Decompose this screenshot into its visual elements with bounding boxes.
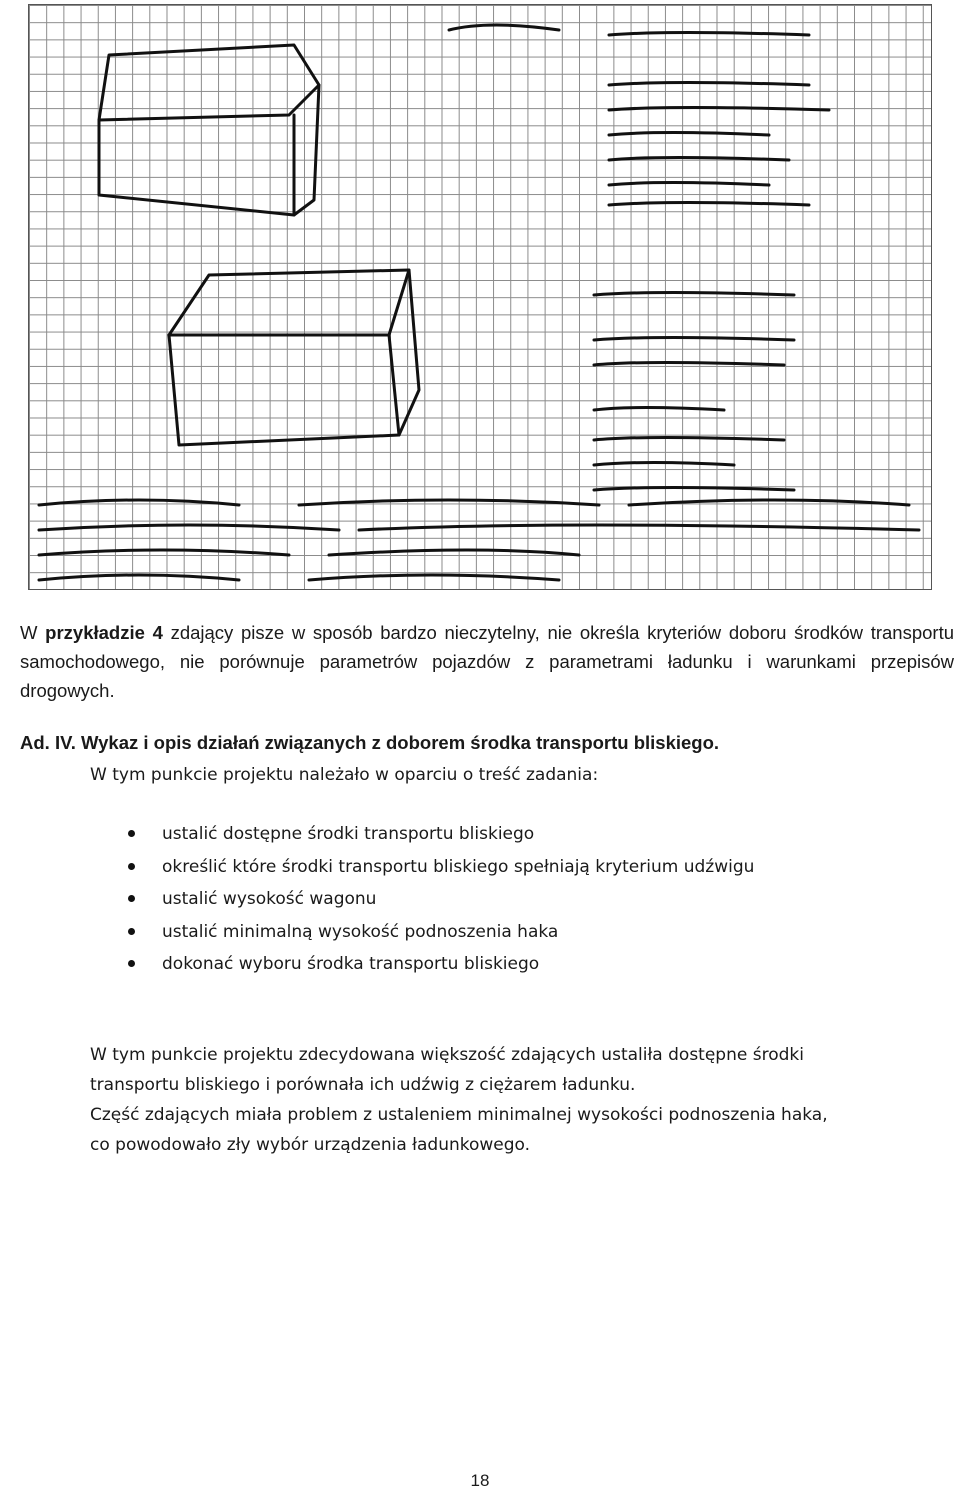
list-item-text: określić które środki transportu bliskiego spełniają kryterium udźwigu: [162, 856, 755, 877]
bullet-icon: [128, 863, 135, 870]
bullet-icon: [128, 830, 135, 837]
list-item: [128, 887, 754, 920]
bullet-icon: [128, 960, 135, 967]
page-number: 18: [470, 1471, 490, 1490]
intro-paragraph: [20, 618, 954, 705]
lead-sentence: W tym punkcie projektu należało w oparciu o treść zadania:: [90, 765, 599, 785]
list-item: [128, 952, 754, 985]
intro-bold: przykładzie 4: [45, 622, 163, 643]
list-item: [128, 822, 754, 855]
summary-paragraph: [90, 1040, 958, 1160]
summary-line-2: transportu bliskiego i porównała ich udźwig z ciężarem ładunku.: [90, 1075, 636, 1095]
handwritten-scan: [28, 4, 932, 590]
list-item-text: dokonać wyboru środka transportu bliskiego: [162, 954, 540, 974]
summary-line-4: co powodowało zły wybór urządzenia ładunkowego.: [90, 1135, 531, 1155]
scribble-values-pc2: [609, 33, 829, 206]
summary-line-3: Część zdających miała problem z ustaleniem minimalnej wysokości podnoszenia haka,: [90, 1105, 828, 1125]
list-item-text: ustalić wysokość wagonu: [162, 889, 377, 909]
box-pc2-top-edge: [99, 85, 319, 120]
scribble-values-pc3: [594, 293, 794, 491]
scribble-footer-lines: [39, 500, 919, 580]
list-item: [128, 920, 754, 953]
intro-rest: zdający pisze w sposób bardzo nieczytelny, nie określa kryteriów doboru środków transportu samochodowego, nie porównuje parametrów pojazdów z parametrami ładunku i warunkami przepisów drogowych.: [20, 622, 954, 701]
list-item-text: ustalić minimalną wysokość podnoszenia haka: [162, 921, 559, 942]
bullet-icon: [128, 928, 135, 935]
box-pc3-front-edge: [389, 335, 399, 435]
section-heading: Ad. IV. Wykaz i opis działań związanych z doborem środka transportu bliskiego.: [20, 732, 720, 753]
intro-prefix: W: [20, 622, 38, 643]
bullet-icon: [128, 895, 135, 902]
list-item: [128, 855, 754, 888]
summary-line-1: W tym punkcie projektu zdecydowana większość zdających ustaliła dostępne środki: [90, 1045, 804, 1065]
box-pc3-outline: [169, 270, 419, 445]
requirements-list: [128, 822, 754, 985]
list-item-text: ustalić dostępne środki transportu bliskiego: [162, 824, 535, 844]
handwriting-sketch: [29, 5, 931, 589]
box-pc2-outline: [99, 45, 319, 215]
scribble-header: [449, 25, 559, 30]
